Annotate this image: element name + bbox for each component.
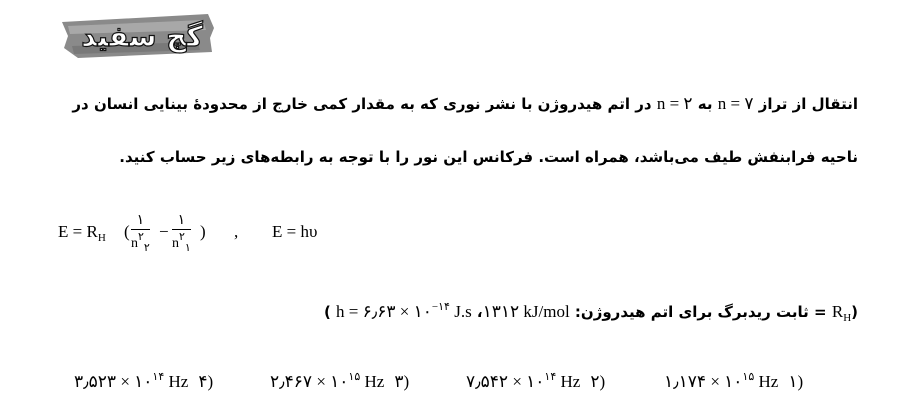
logo-text: گچ سفید [81, 20, 203, 53]
rydberg-value: ۱۳۱۲ kJ/mol [482, 302, 570, 321]
option-2[interactable]: ۷٫۵۴۲ × $۱۰^{۱۴}$ Hz ۲) [466, 371, 606, 391]
option-label: ۱) [788, 372, 804, 391]
rydberg-symbol: $R_H$ [831, 302, 852, 324]
question-text: در اتم هیدروژن با نشر نوری که به مقدار کمی خارج از محدودهٔ بینایی انسان در [72, 95, 652, 113]
question-line-2: ناحیه فرابنفش طیف می‌باشد، همراه است. فرکانس این نور را با توجه به رابطه‌های زیر حساب کنید. [119, 148, 858, 166]
formula-minus: − [159, 222, 169, 241]
option-label: ۲) [590, 372, 606, 391]
question-text: انتقال از تراز [758, 95, 858, 113]
planck-formula: E = hυ [272, 222, 318, 241]
fraction-2: ۱ $n^۲_۱$ [172, 213, 191, 254]
option-4[interactable]: ۳٫۵۲۳ × $۱۰^{۱۴}$ Hz ۴) [74, 371, 214, 391]
formula-lhs: $E = R_H$ [58, 222, 106, 244]
option-1[interactable]: ۱٫۱۷۴ × $۱۰^{۱۵}$ Hz ۱) [664, 371, 804, 391]
option-3[interactable]: ۲٫۴۶۷ × $۱۰^{۱۵}$ Hz ۳) [270, 371, 410, 391]
question-text: به [697, 95, 713, 113]
question-line-1 [72, 94, 858, 114]
logo [58, 8, 216, 62]
formula-separator: , [234, 222, 239, 241]
formula-open-paren: ( [124, 222, 130, 241]
final-level: n = ۲ [656, 94, 693, 113]
given-constants: ($R_H$ = ثابت ریدبرگ برای اتم هیدروژن: ۱۳۱۲ kJ/mol، h = ۶٫۶۳ × $۱۰^{-۱۴}$ J.s ) [323, 301, 858, 324]
rydberg-description: = ثابت ریدبرگ برای اتم هیدروژن: [574, 303, 827, 321]
option-label: ۴) [198, 372, 214, 391]
formula-close-paren: ) [200, 222, 206, 241]
option-label: ۳) [394, 372, 410, 391]
fraction-1: ۱ $n^۲_۲$ [131, 213, 150, 254]
initial-level: n = ۷ [717, 94, 754, 113]
logo-brush-graphic [58, 8, 216, 62]
planck-constant: h = ۶٫۶۳ × $۱۰^{-۱۴}$ J.s [336, 301, 472, 321]
